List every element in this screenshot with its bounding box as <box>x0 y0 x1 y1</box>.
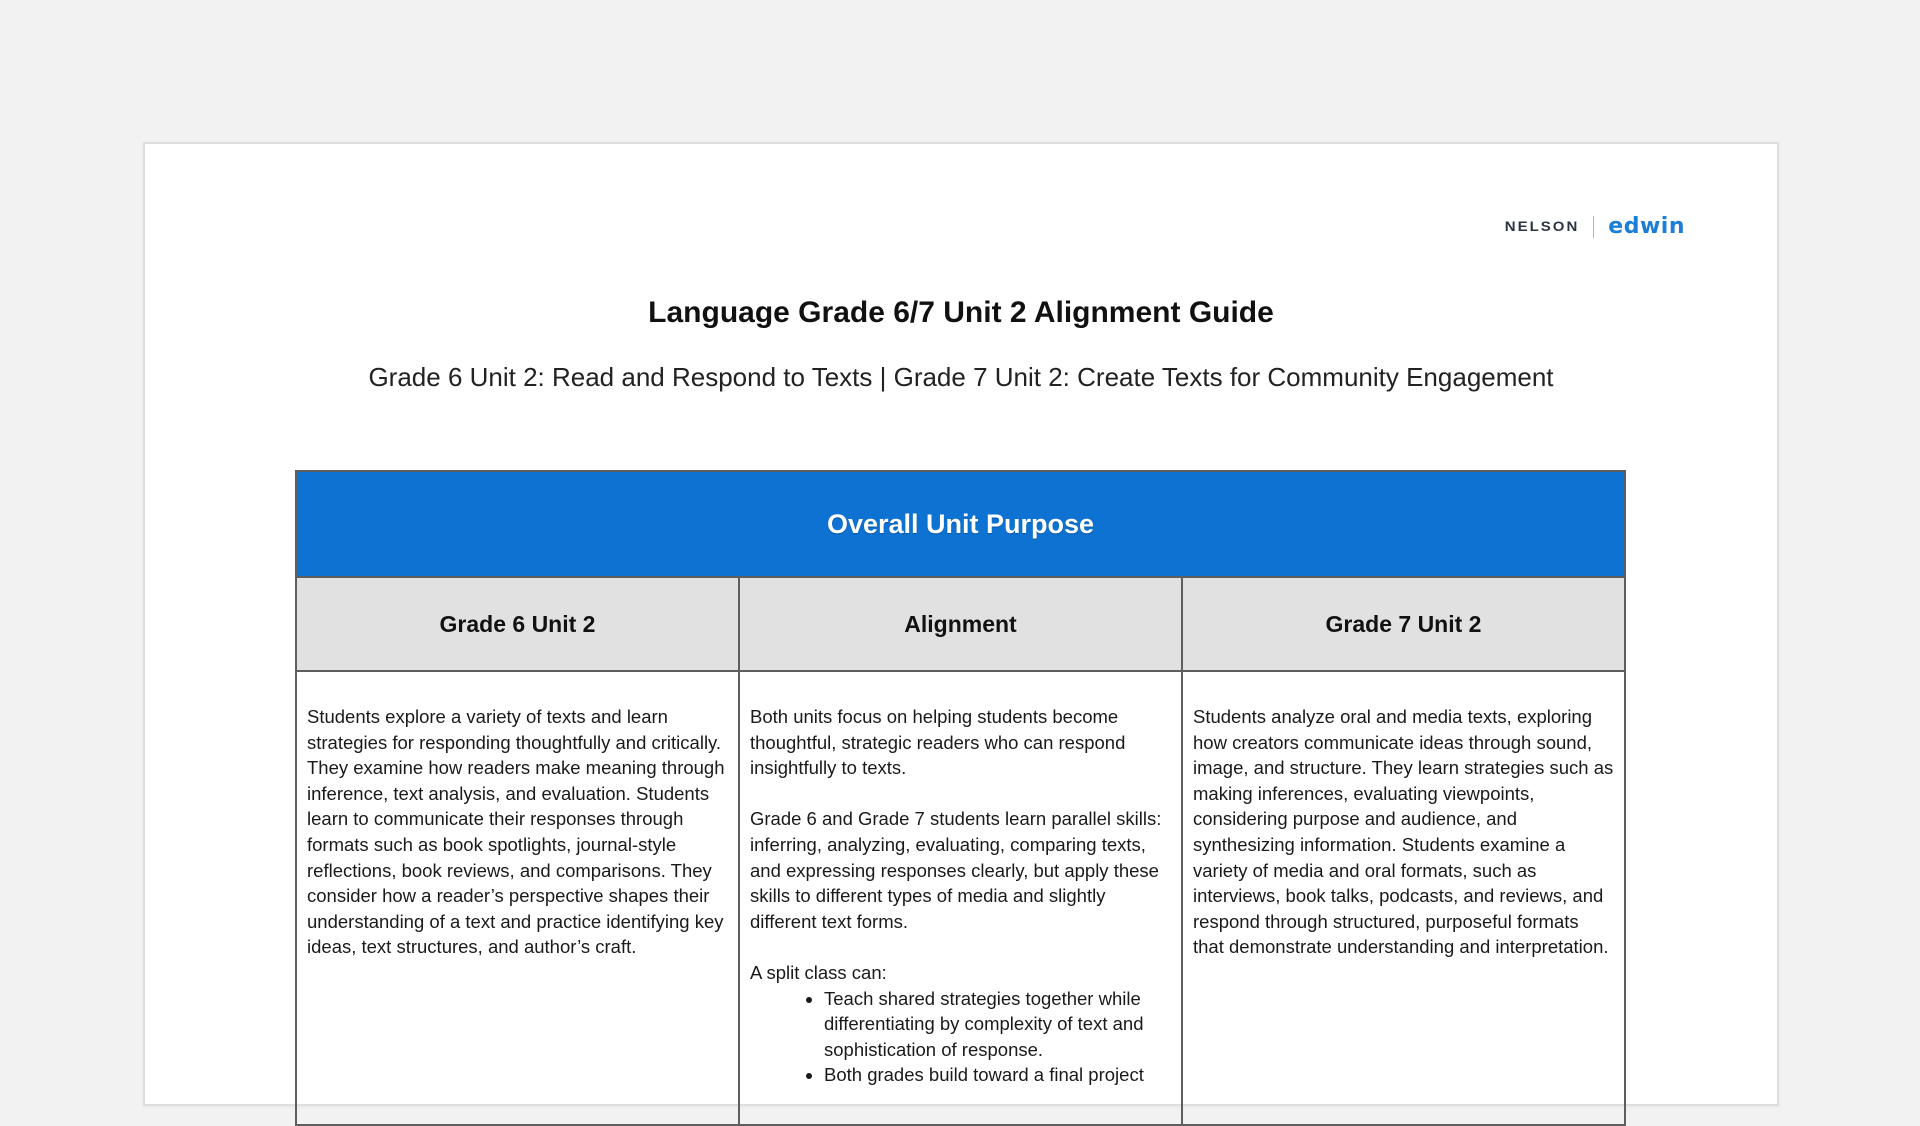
grade7-cell <box>1182 671 1625 1125</box>
document-title: Language Grade 6/7 Unit 2 Alignment Guide <box>648 296 1274 329</box>
section-header-overall-unit-purpose: Overall Unit Purpose <box>296 471 1625 577</box>
edwin-logo-text: edwin <box>1608 214 1685 239</box>
column-header-alignment: Alignment <box>739 577 1182 671</box>
grade7-text: Students analyze oral and media texts, exploring how creators communicate ideas through sound, image, and structure. They learn strategies such as making inferences, evaluating viewpoints, considering purpose and audience, and synthesizing information. Students examine a variety of media and oral formats, such as interviews, book talks, podcasts, and reviews, and respond through structured, purposeful formats that demonstrate understanding and interpretation. <box>1193 706 1614 958</box>
column-header-row <box>296 577 1625 671</box>
alignment-table <box>295 470 1626 1126</box>
alignment-paragraph-1: Both units focus on helping students become thoughtful, strategic readers who can respond insightfully to texts. <box>750 706 1126 779</box>
alignment-paragraph-2: Grade 6 and Grade 7 students learn parallel skills: inferring, analyzing, evaluating, comparing texts, and expressing responses clearly, but apply these skills to different types of media and slightly different text forms. <box>750 808 1162 932</box>
column-header-grade6: Grade 6 Unit 2 <box>296 577 739 671</box>
list-item: • Both grades build toward a final project <box>824 1062 1171 1088</box>
document-subtitle: Grade 6 Unit 2: Read and Respond to Texts | Grade 7 Unit 2: Create Texts for Community Engagement <box>368 362 1554 392</box>
grade6-text: Students explore a variety of texts and learn strategies for responding thoughtfully and critically. They examine how readers make meaning through inference, text analysis, and evaluation. Students learn to communicate their responses through formats such as book spotlights, journal-style reflections, book reviews, and comparisons. They consider how a reader’s perspective shapes their understanding of a text and practice identifying key ideas, text structures, and author’s craft. <box>307 706 725 958</box>
alignment-bullet-list <box>750 986 1171 1088</box>
brand-logo <box>1505 214 1685 239</box>
nelson-logo-text: NELSON <box>1504 218 1580 235</box>
table-row <box>296 671 1625 1125</box>
alignment-cell <box>739 671 1182 1125</box>
list-item: • Teach shared strategies together while differentiating by complexity of text and sophistication of response. <box>824 986 1171 1063</box>
alignment-paragraph-3: A split class can: <box>750 961 887 983</box>
grade6-cell <box>296 671 739 1125</box>
column-header-grade7: Grade 7 Unit 2 <box>1182 577 1625 671</box>
logo-divider <box>1593 216 1594 238</box>
section-header-row <box>296 471 1625 577</box>
document-page <box>143 142 1779 1106</box>
